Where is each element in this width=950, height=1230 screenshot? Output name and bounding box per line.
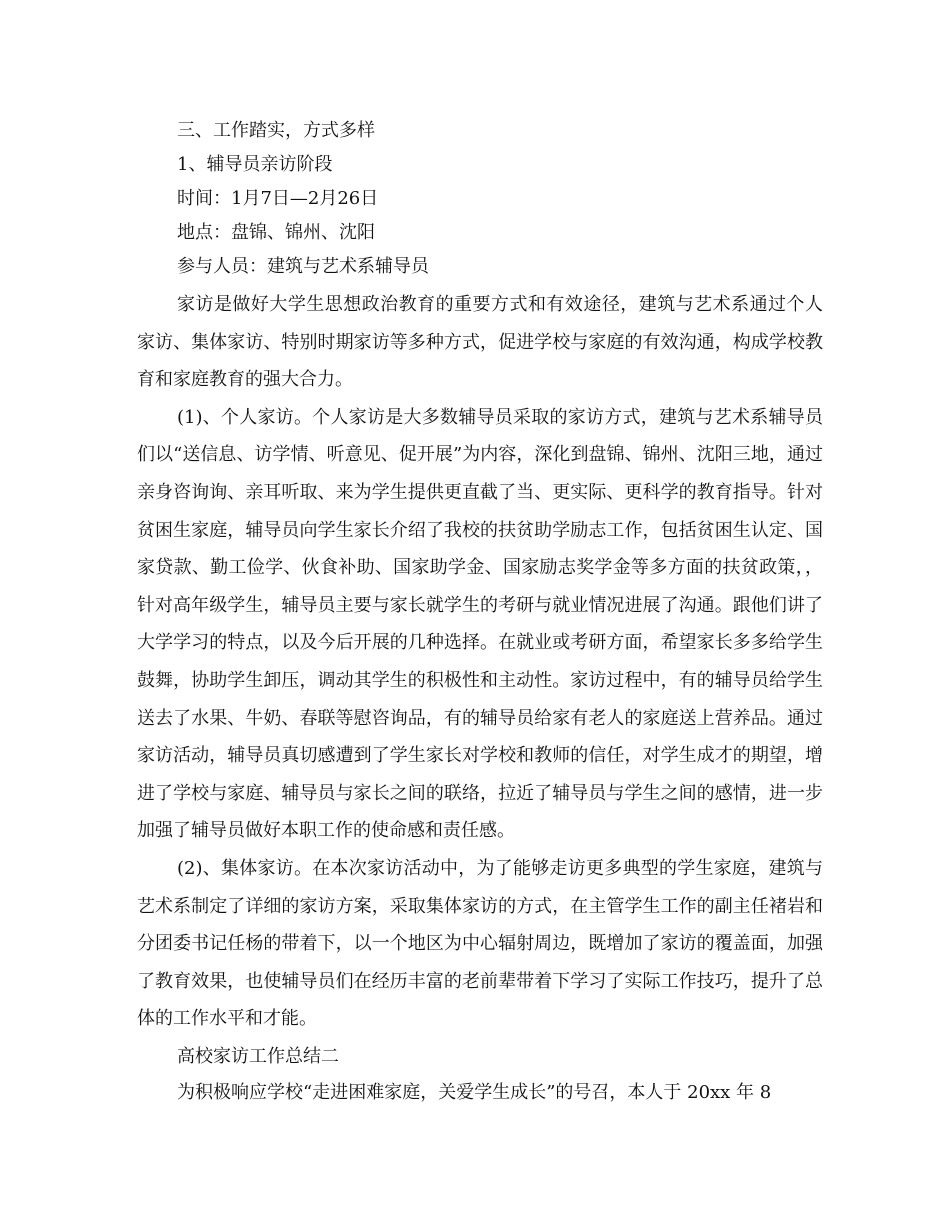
participants-line: 参与人员：建筑与艺术系辅导员: [177, 256, 429, 277]
subheading: 1、辅导员亲访阶段: [177, 154, 333, 175]
paragraph-summary-two: 为积极响应学校“走进困难家庭，关爱学生成长”的号召，本人于 20xx 年 8: [177, 1081, 772, 1103]
paragraph-individual-visits: (1)、个人家访。个人家访是大多数辅导员采取的家访方式，建筑与艺术系辅导员们以“送信息、访学情、听意见、促开展”为内容，深化到盘锦、锦州、沈阳三地，通过亲身咨询询、亲耳听取、来为学生提供更直截了当、更实际、更科学的教育指导。针对贫困生家庭，辅导员向学生家长介绍了我校的扶贫助学励志工作，包括贫困生认定、国家贷款、勤工俭学、伙食补助、国家助学金、国家励志奖学金等多方面的扶贫政策，，针对高年级学生，辅导员主要与家长就学生的考研与就业情况进展了沟通。跟他们讲了大学学习的特点，以及今后开展的几种选择。在就业或考研方面，希望家长多多给学生鼓舞，协助学生卸压，调动其学生的积极性和主动性。家访过程中，有的辅导员给学生送去了水果、牛奶、春联等慰咨询品，有的辅导员给家有老人的家庭送上营养品。通过家访活动，辅导员真切感遭到了学生家长对学校和教师的信任，对学生成才的期望，增进了学校与家庭、辅导员与家长之间的联络，拉近了辅导员与学生之间的感情，进一步加强了辅导员做好本职工作的使命感和责任感。: [137, 406, 823, 842]
paragraph-intro: 家访是做好大学生思想政治教育的重要方式和有效途径，建筑与艺术系通过个人家访、集体家访、特别时期家访等多种方式，促进学校与家庭的有效沟通，构成学校教育和家庭教育的强大合力。: [137, 294, 823, 391]
paragraph-group-visits: (2)、集体家访。在本次家访活动中，为了能够走访更多典型的学生家庭，建筑与艺术系制定了详细的家访方案，采取集体家访的方式，在主管学生工作的副主任褚岩和分团委书记任杨的带着下，以一个地区为中心辐射周边，既增加了家访的覆盖面，加强了教育效果，也使辅导员们在经历丰富的老前辈带着下学习了实际工作技巧，提升了总体的工作水平和才能。: [137, 857, 823, 1030]
section-title: 高校家访工作总结二: [177, 1045, 339, 1067]
place-line: 地点：盘锦、锦州、沈阳: [177, 222, 375, 243]
time-line: 时间：1月7日—2月26日: [177, 188, 379, 209]
document-body: [137, 114, 823, 1111]
section-heading: 三、工作踏实，方式多样: [177, 120, 375, 141]
